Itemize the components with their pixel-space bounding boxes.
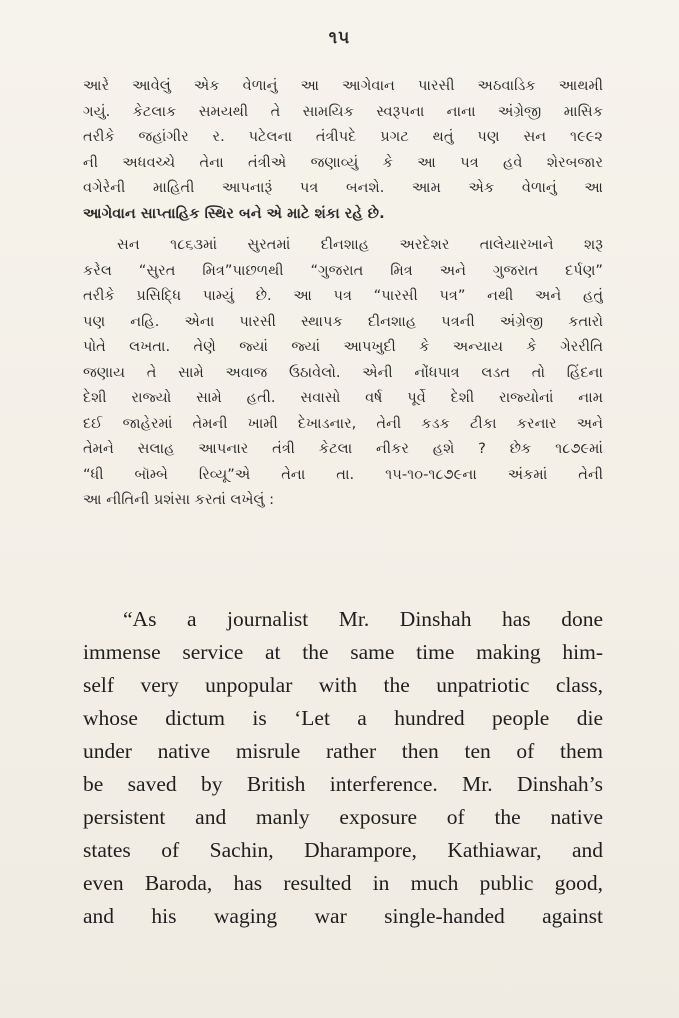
- english-quote-block: [83, 603, 603, 933]
- english-line: and his waging war single-handed against: [83, 904, 603, 928]
- english-line: even Baroda, has resulted in much public good,: [83, 871, 603, 895]
- gujarati-line: પણ નહિ. એના પારસી સ્થાપક દીનશાહ પત્રની અંગ્રેજી કતારો: [83, 312, 603, 330]
- gujarati-line: પોતે લખતા. તેણે જ્યાં જ્યાં આપખુદી કે અન્યાય કે ગેરરીતિ: [83, 338, 603, 355]
- gujarati-line: તેમને સલાહ આપનાર તંત્રી કેટલા નીકર હશે ? છેક ૧૮૭૯માં: [83, 440, 603, 457]
- gujarati-line: તરીકે પ્રસિદ્ધિ પામ્યું છે. આ પત્ર “પારસી પત્ર” નથી અને હતું: [83, 287, 603, 304]
- gujarati-line: “ધી બૉમ્બે રિવ્યૂ”એ તેના તા. ૧૫-૧૦-૧૮૭૯ના અંકમાં તેની: [83, 465, 603, 483]
- english-line: under native misrule rather then ten of them: [83, 739, 603, 763]
- gujarati-line: કરેલ “સુરત મિત્ર”પાછળથી “ગુજરાત મિત્ર અને ગુજરાત દર્પણ”: [83, 261, 603, 279]
- gujarati-line: દઈ જાહેરમાં તેમની ખામી દેખાડનાર, તેની કડક ટીકા કરનાર અને: [83, 414, 603, 432]
- gujarati-line: આગેવાન સાપ્તાહિક સ્થિર બને એ માટે શંકા રહે છે.: [83, 204, 385, 222]
- gujarati-line: આ નીતિની પ્રશંસા કરતાં લખેલું :: [83, 491, 275, 508]
- gujarati-line: જણાય તે સામે અવાજ ઉઠાવેલો. એની નોંધપાત્ર લડત તો હિંદના: [83, 363, 603, 381]
- english-line: whose dictum is ‘Let a hundred people die: [83, 706, 603, 730]
- english-line: be saved by British interference. Mr. Dinshah’s: [83, 772, 603, 796]
- english-line: “As a journalist Mr. Dinshah has done: [123, 607, 603, 631]
- gujarati-line: વગેરેની માહિતી આપનારૂં પત્ર બનશે. આમ એક વેળાનું આ: [83, 179, 603, 196]
- english-line: persistent and manly exposure of the native: [83, 805, 603, 829]
- gujarati-line: ગયું. કેટલાક સમયથી તે સામયિક સ્વરૂપના નાના અંગ્રેજી માસિક: [83, 102, 603, 120]
- gujarati-line: ની અધવચ્ચે તેના તંત્રીએ જણાવ્યું કે આ પત્ર હવે શેરબજાર: [83, 153, 603, 171]
- english-line: states of Sachin, Dharampore, Kathiawar, and: [83, 838, 603, 862]
- page-number: ૧૫: [328, 28, 351, 48]
- gujarati-line: તરીકે જહાંગીર ર. પટેલના તંત્રીપદે પ્રગટ થતું પણ સન ૧૯૯૨: [83, 128, 603, 145]
- gujarati-line: સન ૧૮૬૩માં સુરતમાં દીનશાહ અરદેશર તાલેયારખાને શરૂ: [117, 236, 603, 253]
- english-line: immense service at the same time making him-: [83, 640, 603, 664]
- gujarati-text-block: [83, 73, 603, 513]
- gujarati-line: આરે આવેલું એક વેળાનું આ આગેવાન પારસી અઠવાડિક આથમી: [83, 77, 603, 94]
- gujarati-line: દેશી રાજ્યો સામે હતી. સવાસો વર્ષ પૂર્વે દેશી રાજ્યોનાં નામ: [83, 389, 603, 406]
- english-line: self very unpopular with the unpatriotic class,: [83, 673, 603, 697]
